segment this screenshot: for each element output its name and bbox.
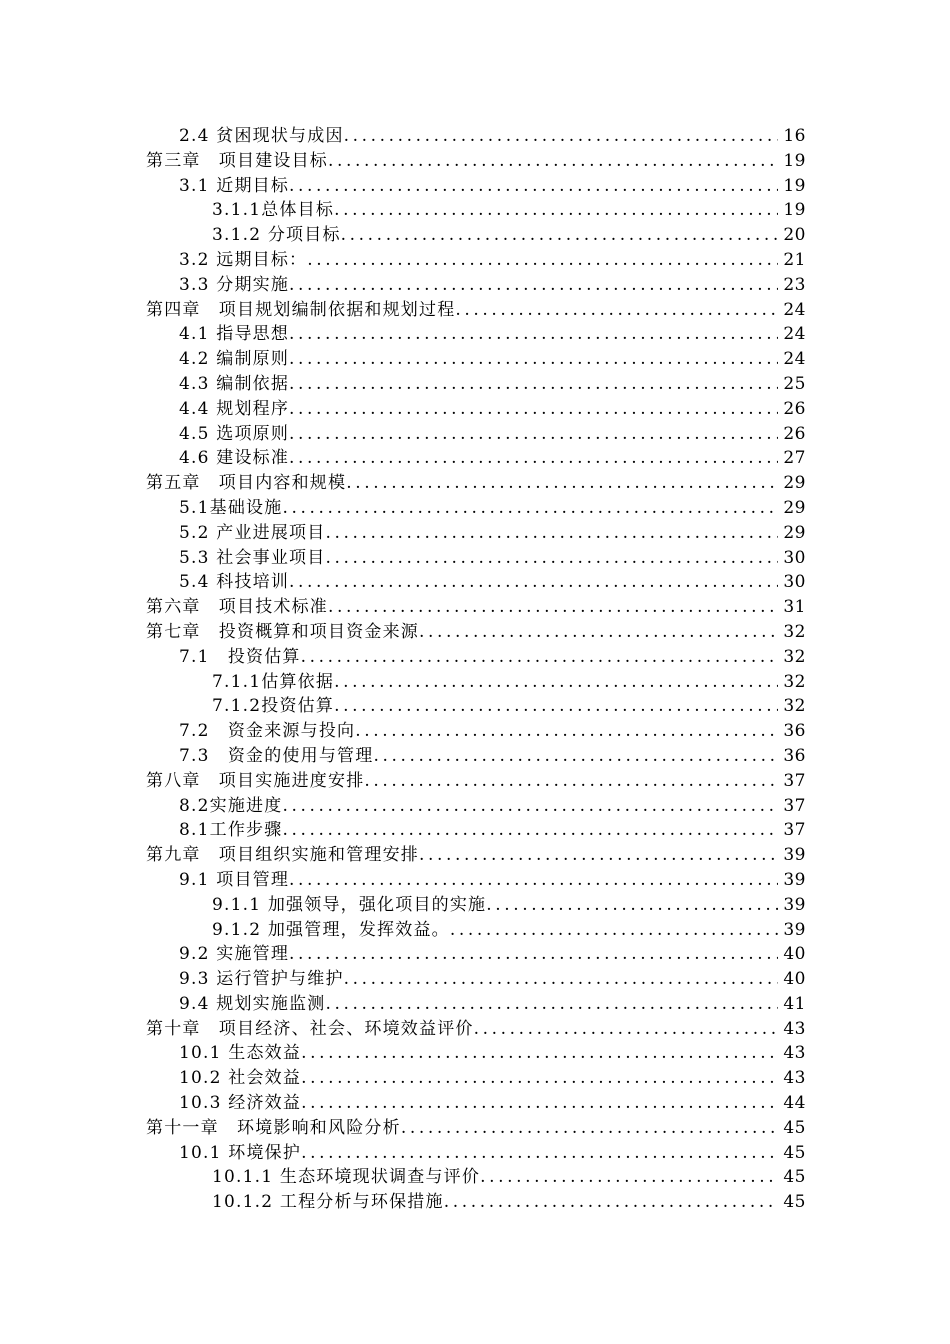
toc-entry[interactable]	[146, 942, 806, 967]
toc-dot-leader	[289, 570, 778, 595]
toc-entry-title: 5.2 产业进展项目	[179, 522, 326, 543]
toc-entry-page-number: 26	[783, 423, 806, 444]
toc-entry-title: 10.1 生态效益	[179, 1043, 302, 1064]
toc-dot-leader	[419, 620, 778, 645]
toc-dot-leader	[344, 124, 778, 149]
toc-entry[interactable]	[146, 570, 806, 595]
toc-dot-leader	[289, 446, 778, 471]
toc-entry-title: 9.2 实施管理	[179, 944, 290, 965]
toc-entry[interactable]	[146, 446, 806, 471]
toc-entry-page-number: 44	[783, 1093, 806, 1114]
toc-dot-leader	[282, 496, 778, 521]
toc-entry[interactable]	[146, 273, 806, 298]
toc-entry-page-number: 19	[783, 200, 806, 221]
toc-entry[interactable]	[146, 298, 806, 323]
toc-entry-page-number: 31	[783, 597, 806, 618]
toc-entry-page-number: 24	[783, 299, 806, 320]
toc-entry[interactable]	[146, 1165, 806, 1190]
toc-dot-leader	[325, 521, 778, 546]
toc-entry-title: 7.1 投资估算	[179, 646, 301, 667]
toc-dot-leader	[289, 347, 778, 372]
toc-dot-leader	[344, 967, 778, 992]
toc-dot-leader	[325, 546, 778, 571]
toc-entry-page-number: 32	[783, 646, 806, 667]
toc-entry-title: 3.1 近期目标	[179, 175, 290, 196]
toc-entry-title: 第八章 项目实施进度安排	[146, 770, 365, 791]
toc-entry-title: 9.1.1 加强领导，强化项目的实施	[212, 894, 487, 915]
toc-entry[interactable]	[146, 496, 806, 521]
toc-dot-leader	[307, 248, 778, 273]
toc-dot-leader	[328, 149, 778, 174]
toc-entry-title: 第十章 项目经济、社会、环境效益评价	[146, 1018, 474, 1039]
toc-entry[interactable]	[146, 521, 806, 546]
toc-entry-page-number: 26	[783, 398, 806, 419]
toc-entry-title: 第五章 项目内容和规模	[146, 473, 347, 494]
toc-entry[interactable]	[146, 1066, 806, 1091]
toc-entry-title: 2.4 贫困现状与成因	[179, 126, 344, 146]
toc-entry-page-number: 25	[783, 373, 806, 394]
toc-entry[interactable]	[146, 1116, 806, 1141]
toc-entry[interactable]	[146, 719, 806, 744]
toc-entry-page-number: 45	[783, 1167, 806, 1188]
toc-entry[interactable]	[146, 818, 806, 843]
toc-entry-title: 4.2 编制原则	[179, 349, 290, 370]
toc-entry-title: 5.4 科技培训	[179, 572, 290, 593]
toc-entry[interactable]	[146, 397, 806, 422]
toc-entry-page-number: 43	[783, 1068, 806, 1089]
toc-dot-leader	[325, 992, 778, 1017]
toc-dot-leader	[355, 719, 778, 744]
toc-dot-leader	[474, 1017, 778, 1042]
toc-dot-leader	[450, 918, 778, 943]
toc-dot-leader	[444, 1190, 778, 1215]
toc-entry[interactable]	[146, 744, 806, 769]
toc-entry-title: 8.1工作步骤	[179, 820, 283, 841]
toc-entry[interactable]	[146, 471, 806, 496]
toc-entry[interactable]	[146, 1091, 806, 1116]
toc-entry[interactable]	[146, 174, 806, 199]
toc-entry[interactable]	[146, 868, 806, 893]
toc-entry[interactable]	[146, 918, 806, 943]
toc-entry-title: 3.3 分期实施	[179, 274, 290, 295]
toc-dot-leader	[419, 843, 778, 868]
toc-dot-leader	[346, 471, 778, 496]
toc-entry-title: 7.2 资金来源与投向	[179, 721, 356, 742]
toc-entry-title: 7.1.1估算依据	[212, 671, 335, 692]
toc-entry[interactable]	[146, 149, 806, 174]
toc-entry-title: 3.2 远期目标：	[179, 249, 308, 270]
toc-dot-leader	[301, 1091, 778, 1116]
toc-entry-page-number: 39	[783, 894, 806, 915]
toc-dot-leader	[455, 298, 778, 323]
toc-entry-title: 5.3 社会事业项目	[179, 547, 326, 568]
toc-entry[interactable]	[146, 769, 806, 794]
toc-entry[interactable]	[146, 794, 806, 819]
toc-entry-page-number: 43	[783, 1043, 806, 1064]
toc-entry-title: 10.1.1 生态环境现状调查与评价	[212, 1167, 481, 1188]
toc-dot-leader	[480, 1165, 778, 1190]
toc-entry-page-number: 36	[783, 745, 806, 766]
toc-entry-title: 10.2 社会效益	[179, 1068, 302, 1089]
toc-entry[interactable]	[146, 322, 806, 347]
toc-entry[interactable]	[146, 620, 806, 645]
toc-entry[interactable]	[146, 1041, 806, 1066]
toc-entry-title: 第七章 投资概算和项目资金来源	[146, 621, 419, 642]
toc-entry-page-number: 40	[783, 944, 806, 965]
toc-dot-leader	[401, 1116, 778, 1141]
toc-entry-page-number: 24	[783, 324, 806, 345]
toc-entry-title: 5.1基础设施	[179, 497, 283, 518]
toc-dot-leader	[301, 1066, 778, 1091]
toc-entry-title: 4.5 选项原则	[179, 423, 290, 444]
toc-entry-title: 9.4 规划实施监测	[179, 993, 326, 1014]
toc-entry-page-number: 29	[783, 473, 806, 494]
toc-entry-page-number: 29	[783, 497, 806, 518]
toc-dot-leader	[289, 174, 778, 199]
toc-entry-title: 7.1.2投资估算	[212, 696, 335, 717]
toc-entry-page-number: 37	[783, 820, 806, 841]
toc-entry[interactable]	[146, 347, 806, 372]
toc-entry-page-number: 24	[783, 349, 806, 370]
toc-entry[interactable]	[146, 124, 806, 149]
toc-entry-title: 9.1 项目管理	[179, 869, 290, 890]
toc-entry-title: 第四章 项目规划编制依据和规划过程	[146, 299, 456, 320]
toc-dot-leader	[289, 422, 778, 447]
toc-entry[interactable]	[146, 546, 806, 571]
toc-entry-title: 7.3 资金的使用与管理	[179, 745, 374, 766]
toc-dot-leader	[334, 198, 778, 223]
toc-entry-title: 3.1.1总体目标	[212, 200, 335, 221]
toc-entry[interactable]	[146, 248, 806, 273]
toc-entry[interactable]	[146, 223, 806, 248]
toc-entry-title: 4.4 规划程序	[179, 398, 290, 419]
toc-entry-title: 9.1.2 加强管理，发挥效益。	[212, 919, 450, 940]
toc-dot-leader	[486, 893, 778, 918]
toc-dot-leader	[282, 794, 778, 819]
toc-entry-title: 4.1 指导思想	[179, 324, 290, 345]
toc-entry[interactable]	[146, 372, 806, 397]
toc-dot-leader	[301, 1141, 778, 1166]
toc-entry-page-number: 19	[783, 175, 806, 196]
toc-dot-leader	[334, 670, 778, 695]
toc-entry-title: 第九章 项目组织实施和管理安排	[146, 845, 419, 866]
toc-dot-leader	[289, 868, 778, 893]
toc-dot-leader	[289, 322, 778, 347]
toc-entry-page-number: 45	[783, 1192, 806, 1213]
toc-dot-leader	[334, 694, 778, 719]
toc-dot-leader	[364, 769, 778, 794]
toc-dot-leader	[282, 818, 778, 843]
toc-entry-title: 10.1.2 工程分析与环保措施	[212, 1192, 444, 1213]
toc-entry-page-number: 39	[783, 869, 806, 890]
toc-entry-page-number: 32	[783, 671, 806, 692]
toc-dot-leader	[301, 645, 778, 670]
toc-entry[interactable]	[146, 595, 806, 620]
toc-entry-title: 第十一章 环境影响和风险分析	[146, 1117, 401, 1138]
toc-entry-page-number: 32	[783, 696, 806, 717]
toc-entry-page-number: 21	[783, 249, 806, 270]
toc-entry-page-number: 20	[783, 225, 806, 246]
toc-entry-title: 第六章 项目技术标准	[146, 597, 328, 618]
toc-entry-page-number: 40	[783, 969, 806, 990]
toc-entry[interactable]	[146, 967, 806, 992]
toc-entry[interactable]	[146, 1141, 806, 1166]
toc-entry-title: 10.1 环境保护	[179, 1142, 302, 1163]
toc-entry-page-number: 23	[783, 274, 806, 295]
toc-dot-leader	[289, 942, 778, 967]
toc-entry-page-number: 43	[783, 1018, 806, 1039]
toc-entry[interactable]	[146, 992, 806, 1017]
toc-entry-title: 4.3 编制依据	[179, 373, 290, 394]
toc-dot-leader	[328, 595, 778, 620]
toc-entry-title: 8.2实施进度	[179, 795, 283, 816]
toc-entry[interactable]	[146, 645, 806, 670]
toc-entry-page-number: 39	[783, 845, 806, 866]
toc-entry[interactable]	[146, 694, 806, 719]
toc-dot-leader	[289, 273, 778, 298]
toc-entry-page-number: 29	[783, 522, 806, 543]
table-of-contents	[146, 124, 806, 1215]
toc-entry-page-number: 30	[783, 572, 806, 593]
toc-dot-leader	[289, 372, 778, 397]
toc-entry[interactable]	[146, 422, 806, 447]
toc-entry-page-number: 37	[783, 770, 806, 791]
toc-entry-page-number: 45	[783, 1142, 806, 1163]
toc-dot-leader	[373, 744, 778, 769]
toc-dot-leader	[301, 1041, 778, 1066]
toc-entry-page-number: 36	[783, 721, 806, 742]
toc-entry-page-number: 27	[783, 448, 806, 469]
toc-entry-page-number: 32	[783, 621, 806, 642]
toc-entry-title: 第三章 项目建设目标	[146, 150, 328, 171]
toc-dot-leader	[289, 397, 778, 422]
toc-entry-title: 10.3 经济效益	[179, 1093, 302, 1114]
toc-dot-leader	[341, 223, 778, 248]
toc-entry[interactable]	[146, 198, 806, 223]
toc-entry[interactable]	[146, 843, 806, 868]
toc-entry[interactable]	[146, 1190, 806, 1215]
toc-entry-title: 3.1.2 分项目标	[212, 225, 341, 246]
toc-entry-page-number: 30	[783, 547, 806, 568]
toc-entry-page-number: 37	[783, 795, 806, 816]
toc-entry-page-number: 39	[783, 919, 806, 940]
toc-entry-page-number: 41	[783, 993, 806, 1014]
toc-entry-title: 9.3 运行管护与维护	[179, 969, 344, 990]
toc-entry[interactable]	[146, 1017, 806, 1042]
toc-entry[interactable]	[146, 670, 806, 695]
toc-entry-title: 4.6 建设标准	[179, 448, 290, 469]
toc-entry-page-number: 19	[783, 150, 806, 171]
toc-entry-page-number: 45	[783, 1117, 806, 1138]
toc-entry[interactable]	[146, 893, 806, 918]
toc-entry-page-number: 16	[783, 126, 806, 146]
